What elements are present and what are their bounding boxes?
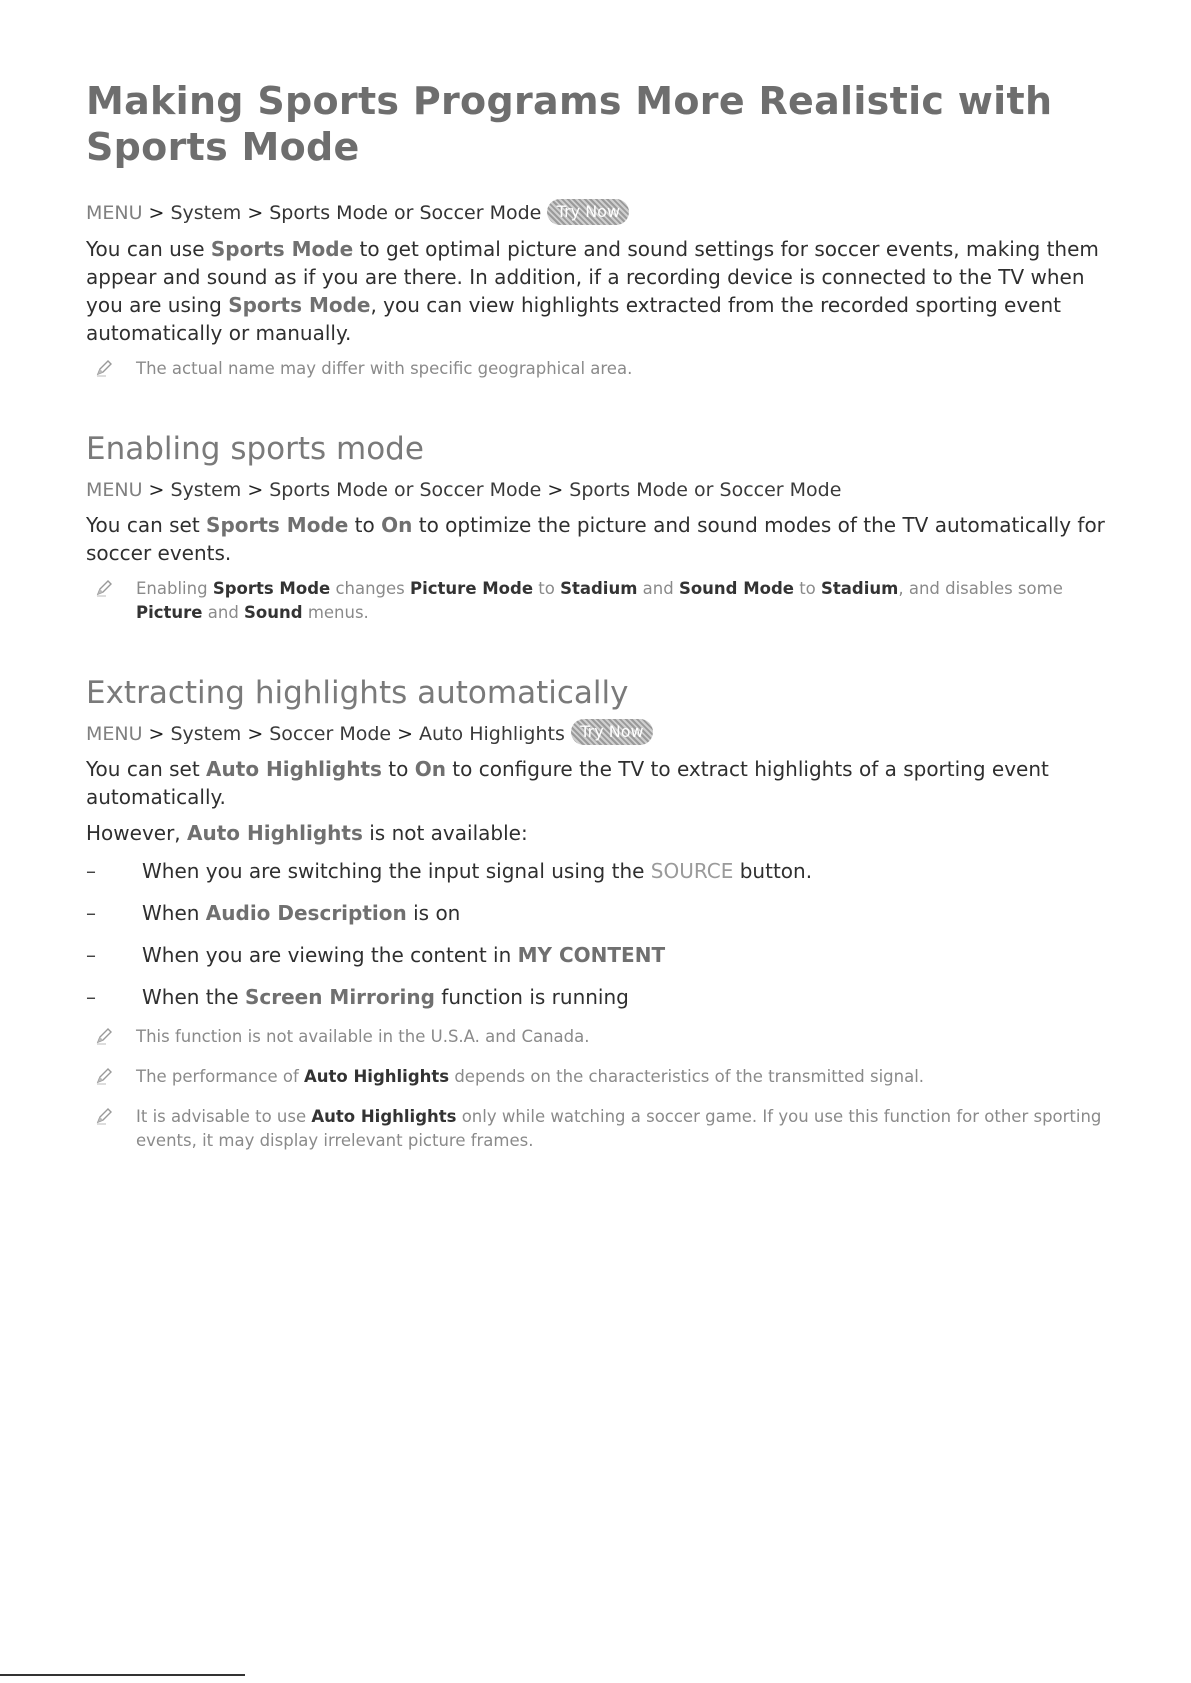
footer-rule — [0, 1674, 245, 1676]
enable-paragraph: You can set Sports Mode to On to optimize the picture and sound modes of the TV automatically for soccer events. — [86, 512, 1105, 565]
try-now-button[interactable]: Try Now — [547, 199, 629, 225]
chevron-right-icon: > — [247, 202, 264, 224]
menu-keyword: MENU — [86, 202, 143, 224]
dash-bullet: – — [86, 985, 96, 1009]
however-paragraph: However, Auto Highlights is not available: — [86, 821, 528, 845]
chevron-right-icon: > — [148, 478, 165, 501]
enable-note: Enabling Sports Mode changes Picture Mode to Stadium and Sound Mode to Stadium, and disables some Picture and Sound menus. — [86, 577, 1116, 625]
intro-menu-path — [86, 200, 1116, 227]
dash-bullet: – — [86, 943, 96, 967]
note-text: The actual name may differ with specific geographical area. — [136, 358, 633, 378]
list-item: – When you are switching the input signal using the SOURCE button. — [86, 859, 813, 883]
chevron-right-icon: > — [397, 722, 414, 745]
chevron-right-icon: > — [247, 478, 264, 501]
pencil-note-icon — [94, 1066, 114, 1086]
intro-paragraph: You can use Sports Mode to get optimal picture and sound settings for soccer events, making them appear and sound as if you are there. In addition, if a recording device is connected to the TV when you are using Sports Mode, you can view highlights extracted from the recorded sporting event automatically or manually. — [86, 236, 1099, 345]
extract-note-1: This function is not available in the U.S.A. and Canada. — [86, 1025, 1116, 1049]
section-heading-extract: Extracting highlights automatically — [86, 674, 629, 711]
dash-bullet: – — [86, 901, 96, 925]
menu-path-system: System — [170, 202, 242, 224]
list-item: – When you are viewing the content in MY CONTENT — [86, 943, 666, 967]
chevron-right-icon: > — [547, 478, 564, 501]
intro-note — [86, 357, 1116, 381]
pencil-note-icon — [94, 1106, 114, 1126]
try-now-button[interactable]: Try Now — [571, 719, 653, 745]
enable-menu-path: MENU > System > Sports Mode or Soccer Mode > Sports Mode or Soccer Mode — [86, 478, 842, 501]
chevron-right-icon: > — [148, 722, 165, 745]
extract-note-3: It is advisable to use Auto Highlights only while watching a soccer game. If you use this function for other sporting events, it may display irrelevant picture frames. — [86, 1105, 1116, 1153]
section-heading-enable: Enabling sports mode — [86, 430, 424, 467]
unavailable-conditions-list — [86, 857, 1116, 1011]
list-item: – When the Screen Mirroring function is running — [86, 985, 629, 1009]
menu-path-sports-mode: Sports Mode or Soccer Mode — [269, 202, 542, 224]
pencil-note-icon — [94, 1026, 114, 1046]
chevron-right-icon: > — [148, 202, 165, 224]
extract-menu-path: MENU > System > Soccer Mode > Auto Highlights Try Now — [86, 721, 1116, 748]
page-title: Making Sports Programs More Realistic with Sports Mode — [86, 79, 1053, 169]
chevron-right-icon: > — [247, 722, 264, 745]
pencil-note-icon — [94, 358, 114, 378]
pencil-note-icon — [94, 578, 114, 598]
extract-note-2: The performance of Auto Highlights depends on the characteristics of the transmitted signal. — [86, 1065, 1116, 1089]
dash-bullet: – — [86, 859, 96, 883]
list-item: – When Audio Description is on — [86, 901, 461, 925]
manual-page — [86, 78, 1116, 1153]
extract-paragraph: You can set Auto Highlights to On to configure the TV to extract highlights of a sporting event automatically. — [86, 757, 1049, 809]
